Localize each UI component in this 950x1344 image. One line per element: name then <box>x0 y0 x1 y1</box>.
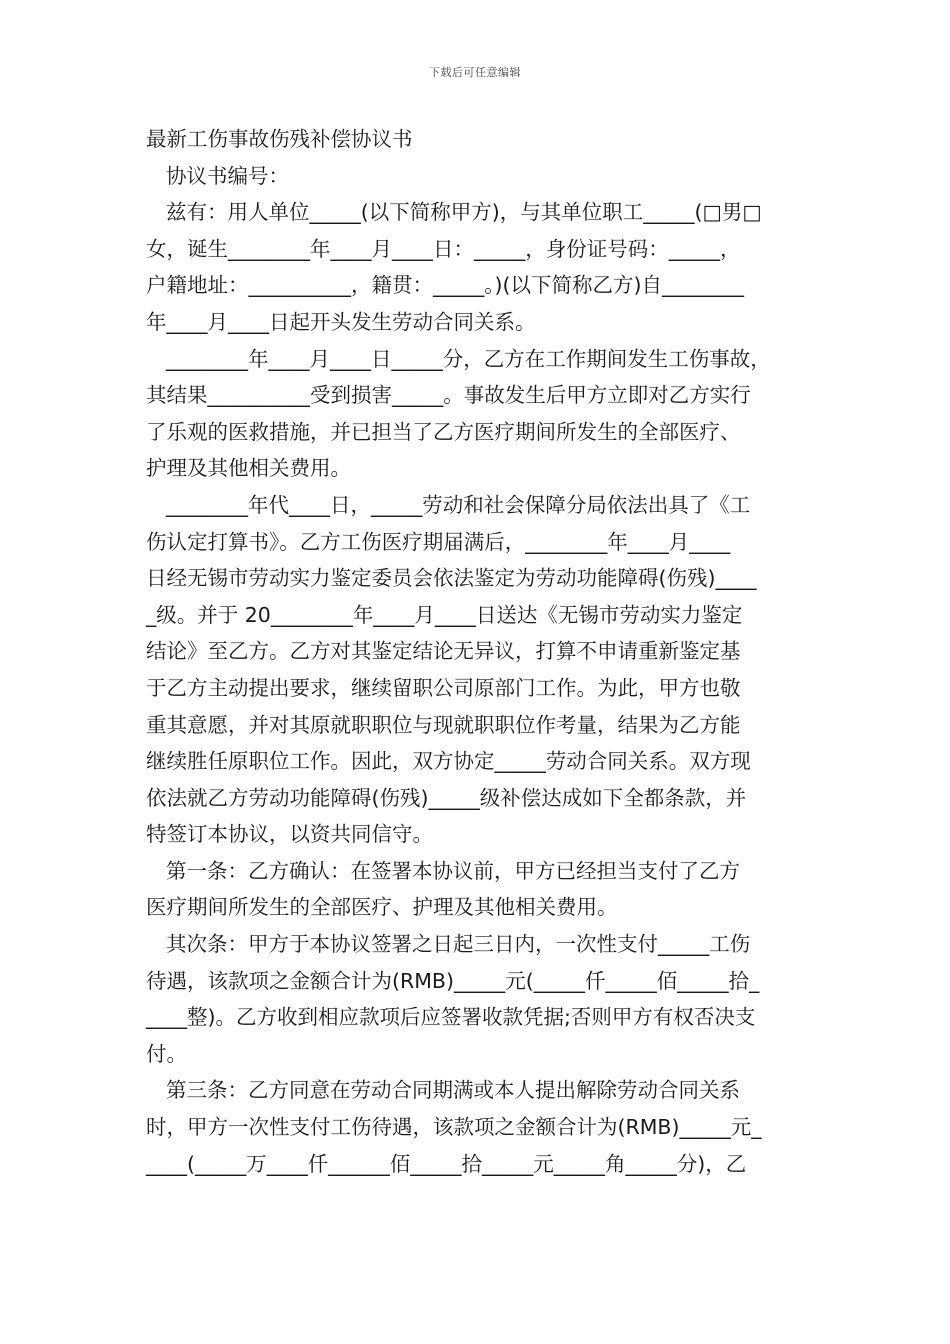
document-title: 最新工伤事故伤残补偿协议书 <box>146 127 413 151</box>
paragraph-line: _级。并于 20________年____月____日送达《无锡市劳动实力鉴定 <box>146 602 743 627</box>
paragraph-line: 其结果__________受到损害_____。事故发生后甲方立即对乙方实行 <box>146 383 751 408</box>
paragraph-line: 结论》至乙方。乙方对其鉴定结论无异议，打算不申请重新鉴定基 <box>146 639 741 664</box>
paragraph-line: 特签订本协议，以资共同信守。 <box>146 822 433 847</box>
paragraph-line: 年____月____日起开头发生劳动合同关系。 <box>146 309 536 334</box>
article-3-line: 第三条：乙方同意在劳动合同期满或本人提出解除劳动合同关系 <box>166 1078 740 1103</box>
paragraph-line: 户籍地址：__________，籍贯：_____。)(以下简称乙方)自________ <box>146 273 744 298</box>
paragraph-line: ________年代____日，_____劳动和社会保障分局依法出具了《工 <box>166 492 751 517</box>
paragraph-line: 日经无锡市劳动实力鉴定委员会依法鉴定为劳动功能障碍(伤残)____ <box>146 566 757 591</box>
document-body <box>146 121 810 1182</box>
article-3-line: ____(_____万____仟______佰_____拾_____元_____角_____分)，乙 <box>146 1151 747 1176</box>
article-2-line: 付。 <box>146 1041 187 1066</box>
paragraph-line: 兹有：用人单位_____(以下简称甲方)，与其单位职工_____(□男□ <box>166 200 762 225</box>
paragraph-line: 于乙方主动提出要求，继续留职公司原部门工作。为此，甲方也敬 <box>146 675 741 700</box>
paragraph-line: 女，诞生________年____月____日：_____，身份证号码：_____， <box>146 236 741 261</box>
paragraph-line: 护理及其他相关费用。 <box>146 456 351 481</box>
paragraph-line: 继续胜任原职位工作。因此，双方协定_____劳动合同关系。双方现 <box>146 749 751 774</box>
article-3-line: 时，甲方一次性支付工伤待遇，该款项之金额合计为(RMB)_____元_ <box>146 1115 762 1140</box>
paragraph-line: ________年____月____日_____分，乙方在工作期间发生工伤事故， <box>166 346 771 371</box>
paragraph-line: 伤认定打算书》。乙方工伤医疗期届满后，________年____月____ <box>146 529 731 554</box>
paragraph-line: 了乐观的医救措施，并已担当了乙方医疗期间所发生的全部医疗、 <box>146 419 741 444</box>
page-header: 下载后可任意编辑 <box>429 66 521 79</box>
article-2-line: ____整)。乙方收到相应款项后应签署收款凭据;否则甲方有权否决支 <box>146 1005 756 1030</box>
article-1-line: 第一条：乙方确认：在签署本协议前，甲方已经担当支付了乙方 <box>166 858 740 883</box>
article-1-line: 医疗期间所发生的全部医疗、护理及其他相关费用。 <box>146 895 618 920</box>
article-2-line: 其次条：甲方于本协议签署之日起三日内，一次性支付_____工伤 <box>166 932 751 957</box>
paragraph-line: 重其意愿，并对其原就职职位与现就职职位作考量，结果为乙方能 <box>146 712 741 737</box>
agreement-number-line: 协议书编号： <box>166 163 289 188</box>
paragraph-line: 依法就乙方劳动功能障碍(伤残)_____级补偿达成如下全都条款，并 <box>146 785 747 810</box>
article-2-line: 待遇，该款项之金额合计为(RMB)_____元(_____仟_____佰_____拾_ <box>146 968 760 993</box>
